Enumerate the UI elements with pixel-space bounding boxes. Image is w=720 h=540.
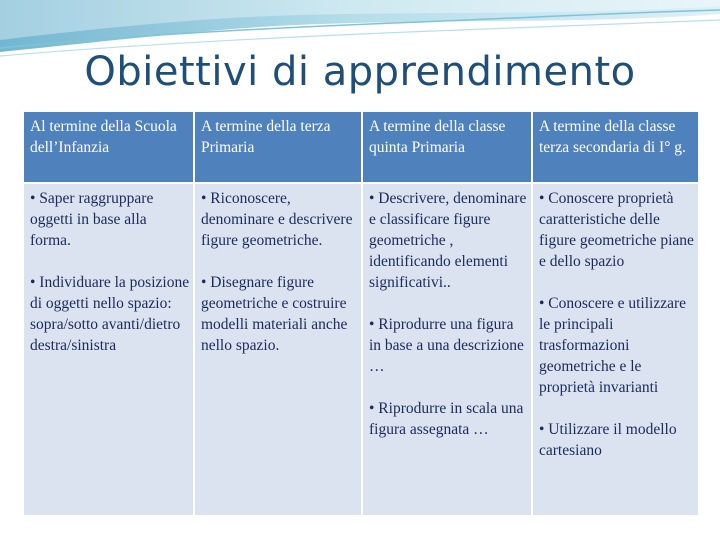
cell-quinta-primaria xyxy=(363,184,531,515)
list-item: • Descrivere, denominare e classificare figure geometriche , identificando elementi significativi.. xyxy=(369,190,527,291)
list-item: • Utilizzare il modello cartesiano xyxy=(539,421,677,459)
list-item: • Saper raggruppare oggetti in base alla forma. xyxy=(30,190,154,249)
list-item: • Riprodurre in scala una figura assegnata … xyxy=(369,400,524,438)
list-item: • Riprodurre una figura in base a una descrizione … xyxy=(369,316,524,375)
column-header-infanzia: Al termine della Scuola dell’Infanzia xyxy=(24,112,193,182)
cell-terza-secondaria xyxy=(533,184,698,515)
list-item: • Conoscere proprietà caratteristiche delle figure geometriche piane e dello spazio xyxy=(539,190,694,270)
list-item: • Conoscere e utilizzare le principali trasformazioni geometriche e le proprietà invarianti xyxy=(539,295,687,396)
cell-infanzia xyxy=(24,184,193,515)
list-item: • Individuare la posizione di oggetti nello spazio: sopra/sotto avanti/dietro destra/sinistra xyxy=(30,274,190,354)
column-header-terza-primaria: A termine della terza Primaria xyxy=(195,112,361,182)
table-row xyxy=(24,184,698,515)
objectives-table xyxy=(22,110,700,517)
list-item: • Riconoscere, denominare e descrivere figure geometriche. xyxy=(201,190,353,249)
column-header-quinta-primaria: A termine della classe quinta Primaria xyxy=(363,112,531,182)
list-item: • Disegnare figure geometriche e costruire modelli materiali anche nello spazio. xyxy=(201,274,348,354)
table-header-row xyxy=(24,112,698,182)
page-title: Obiettivi di apprendimento xyxy=(84,49,636,95)
column-header-terza-secondaria: A termine della classe terza secondaria di I° g. xyxy=(533,112,698,182)
cell-terza-primaria xyxy=(195,184,361,515)
